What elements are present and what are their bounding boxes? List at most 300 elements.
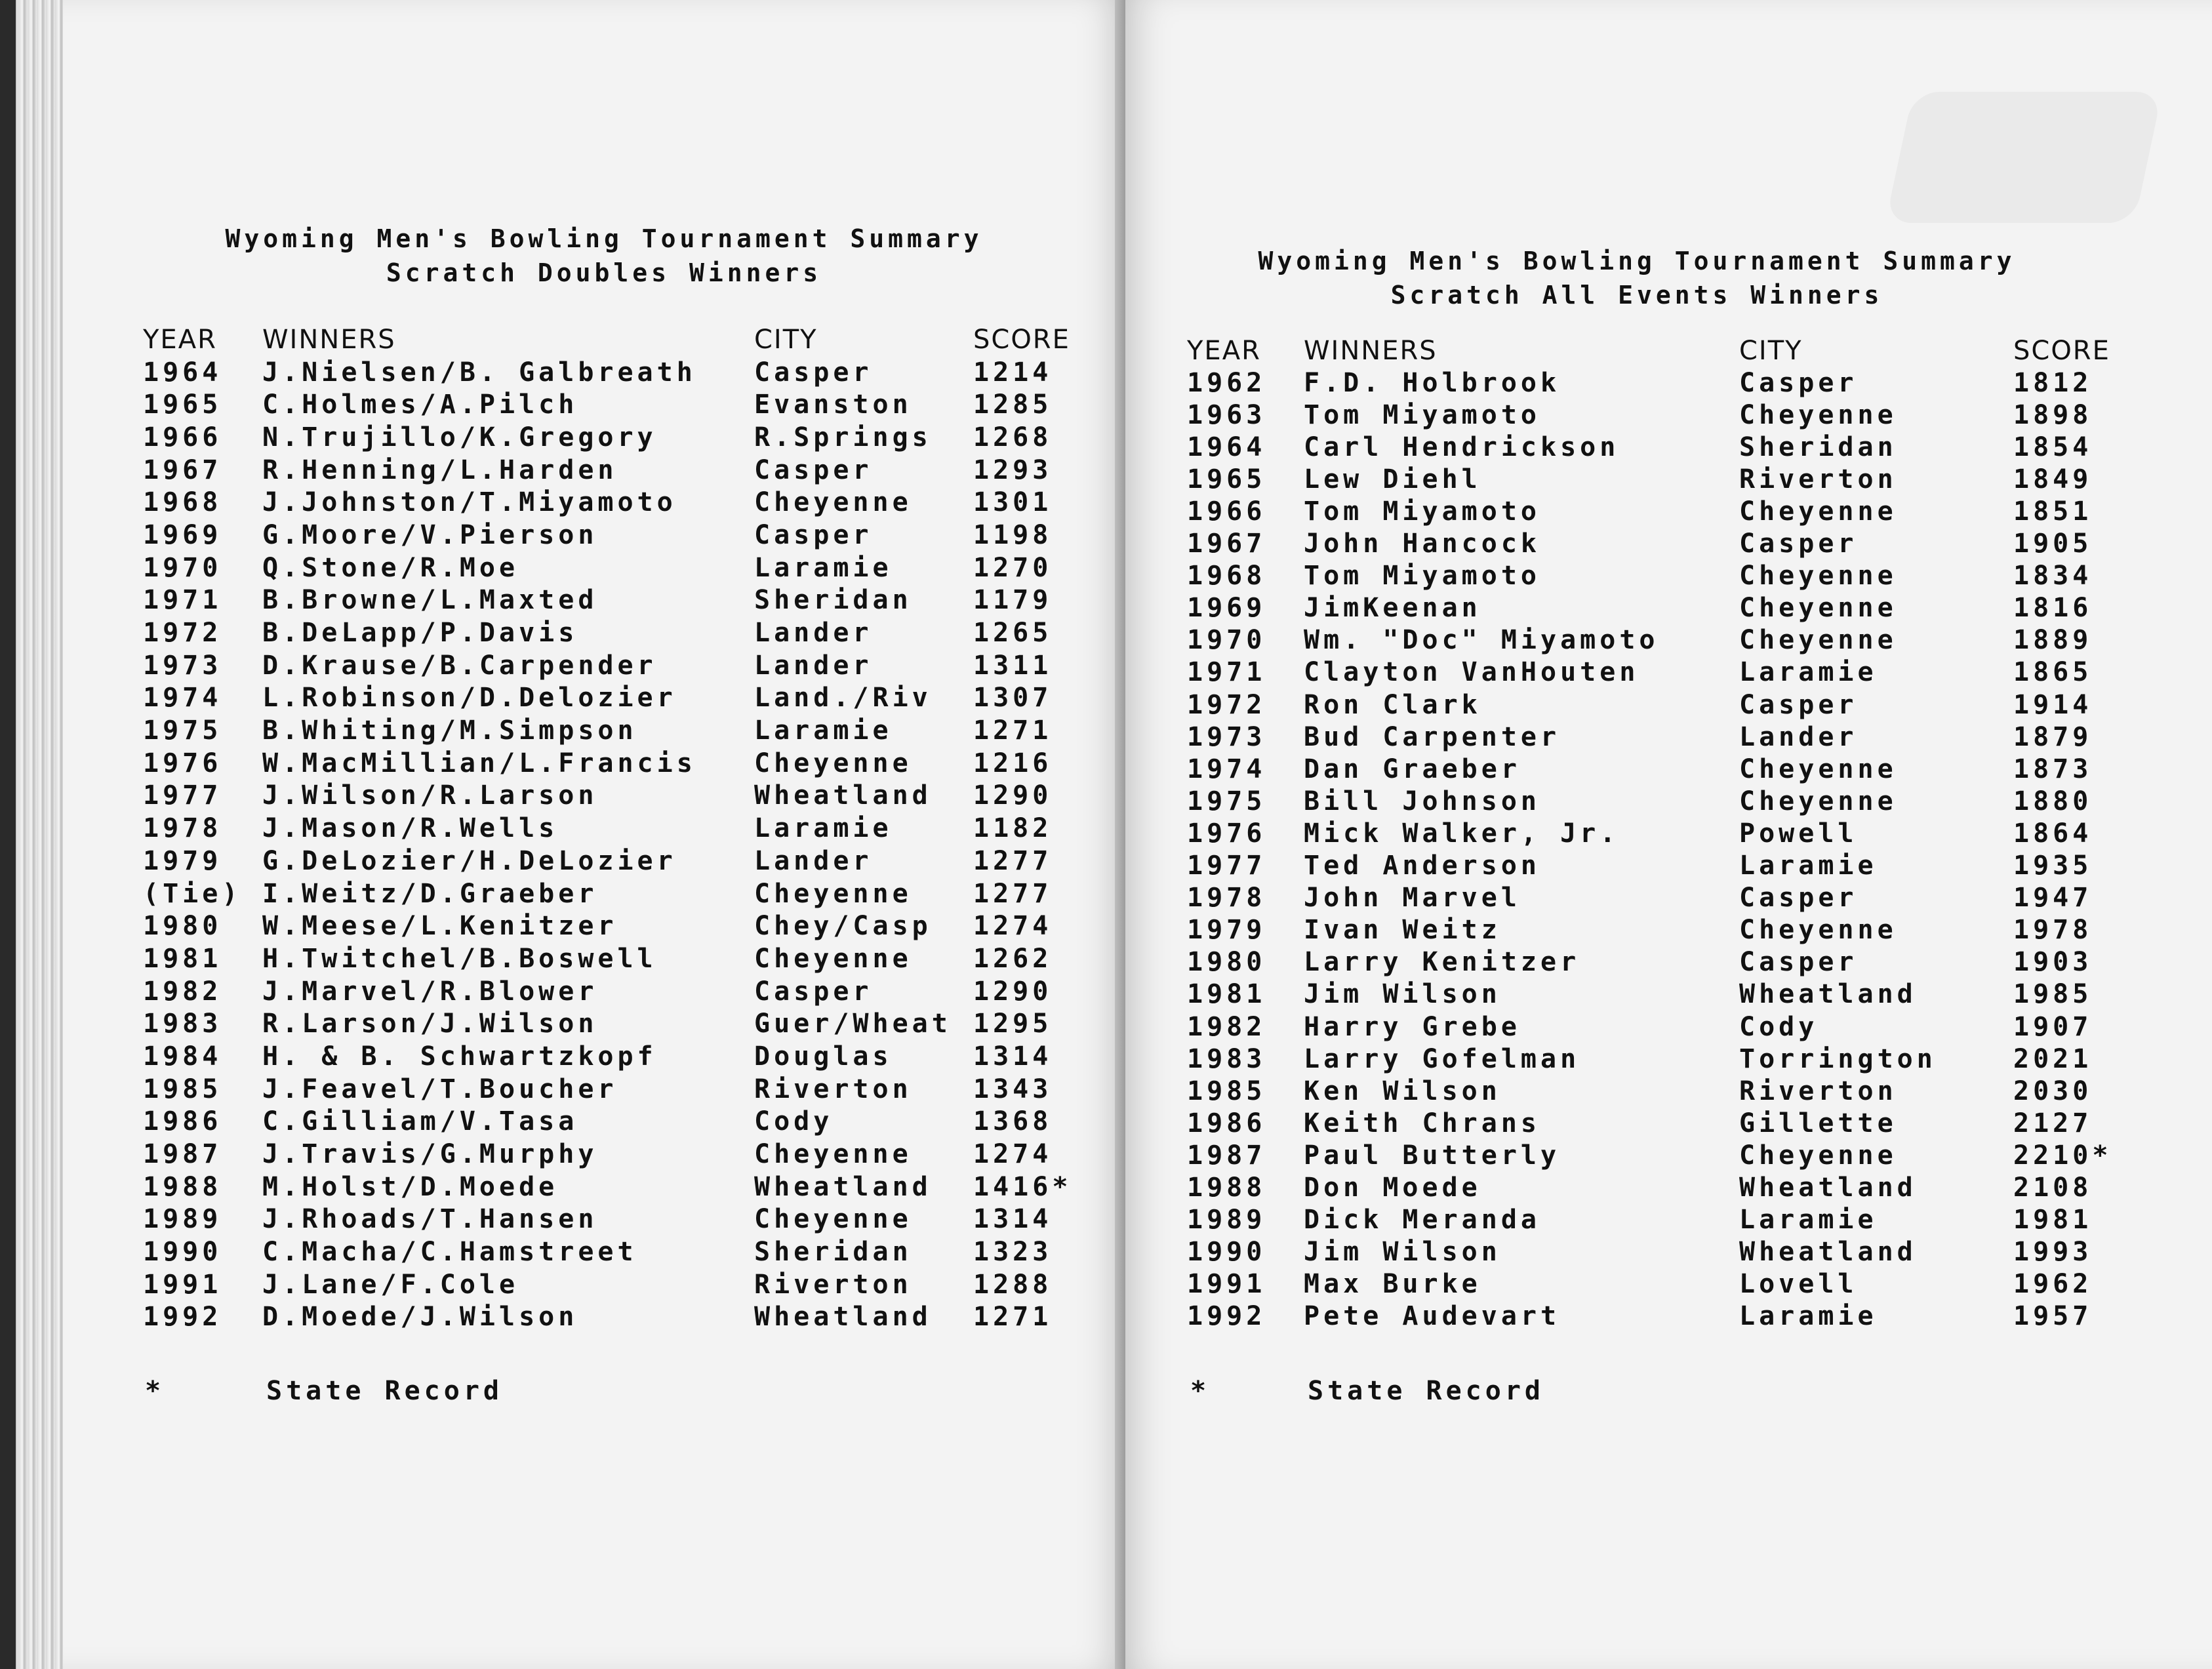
year-cell: 1977 — [143, 780, 222, 811]
city-cell: Cheyenne — [1739, 561, 1897, 592]
year-cell: 1990 — [143, 1237, 222, 1268]
table-row — [1187, 882, 2118, 914]
city-cell: Casper — [754, 357, 873, 388]
year-cell: 1971 — [143, 585, 222, 616]
year-cell: 1970 — [143, 552, 222, 583]
year-cell: 1969 — [143, 519, 222, 550]
city-cell: Wheatland — [754, 780, 932, 811]
city-cell: Guer/Wheat — [754, 1009, 952, 1039]
winners-cell: J.Rhoads/T.Hansen — [262, 1204, 598, 1235]
winners-cell: Pete Audevart — [1304, 1301, 1561, 1332]
table-row — [1187, 689, 2118, 721]
year-cell: 1982 — [143, 976, 222, 1007]
winners-cell: B.DeLapp/P.Davis — [262, 618, 578, 649]
city-cell: Cheyenne — [754, 943, 912, 974]
table-row — [143, 1171, 1072, 1203]
score-cell: 1864 — [2013, 818, 2093, 849]
table-row — [143, 747, 1072, 780]
table-row — [143, 649, 1072, 682]
city-cell: Lander — [1739, 721, 1858, 752]
city-cell: Laramie — [754, 715, 893, 746]
score-cell: 1993 — [2013, 1237, 2093, 1268]
city-cell: Cheyenne — [754, 1204, 912, 1235]
year-cell: 1987 — [1187, 1140, 1266, 1171]
score-cell: 1262 — [973, 943, 1053, 974]
city-cell: Wheatland — [754, 1171, 932, 1202]
year-cell: 1981 — [1187, 979, 1266, 1010]
score-cell: 1290 — [973, 780, 1053, 811]
score-cell: 1879 — [2013, 721, 2093, 752]
city-cell: Cheyenne — [754, 878, 912, 909]
winners-cell: Larry Kenitzer — [1304, 947, 1580, 978]
table-row — [143, 584, 1072, 617]
city-cell: Wheatland — [754, 1302, 932, 1333]
winners-cell: Ted Anderson — [1304, 851, 1540, 881]
table-row — [143, 812, 1072, 845]
city-cell: Cheyenne — [1739, 786, 1897, 816]
winners-cell: G.DeLozier/H.DeLozier — [262, 845, 677, 876]
year-cell: 1976 — [1187, 818, 1266, 849]
table-row — [1187, 560, 2118, 592]
score-cell: 1903 — [2013, 947, 2093, 978]
footnote-symbol: * — [1190, 1376, 1211, 1406]
city-cell: Riverton — [1739, 464, 1897, 494]
year-cell: 1976 — [143, 748, 222, 778]
table-row — [143, 1236, 1072, 1268]
winners-cell: G.Moore/V.Pierson — [262, 519, 598, 550]
winners-cell: W.MacMillian/L.Francis — [262, 748, 696, 778]
winners-cell: Dan Graeber — [1304, 754, 1521, 784]
table-row — [1187, 463, 2118, 495]
score-cell: 1947 — [2013, 883, 2093, 914]
table-row — [143, 1007, 1072, 1040]
winners-cell: F.D. Holbrook — [1304, 367, 1561, 398]
winners-cell: R.Henning/L.Harden — [262, 454, 618, 485]
table-row — [143, 975, 1072, 1008]
score-cell: 1816 — [2013, 593, 2093, 624]
winners-cell: D.Moede/J.Wilson — [262, 1302, 578, 1333]
table-row — [143, 1040, 1072, 1073]
score-cell: 1978 — [2013, 915, 2093, 946]
city-cell: Cody — [1739, 1011, 1819, 1042]
doubles-table-body — [143, 356, 1072, 1334]
score-cell: 2030 — [2013, 1076, 2093, 1106]
city-cell: Evanston — [754, 390, 912, 420]
table-row — [143, 486, 1072, 519]
winners-cell: H.Twitchel/B.Boswell — [262, 943, 657, 974]
table-row — [1187, 431, 2118, 463]
score-cell: 2021 — [2013, 1043, 2093, 1074]
score-cell: 1935 — [2013, 851, 2093, 881]
year-cell: 1965 — [1187, 464, 1266, 494]
city-cell: Laramie — [1739, 1205, 1878, 1236]
table-row — [143, 421, 1072, 454]
winners-cell: B.Browne/L.Maxted — [262, 585, 598, 616]
winners-cell: Carl Hendrickson — [1304, 432, 1620, 462]
winners-cell: Paul Butterly — [1304, 1140, 1561, 1171]
header-winners: WINNERS — [1304, 335, 1438, 366]
city-cell: Lander — [754, 845, 873, 876]
winners-cell: W.Meese/L.Kenitzer — [262, 911, 618, 942]
score-cell: 1914 — [2013, 689, 2093, 720]
winners-cell: Jim Wilson — [1304, 1237, 1501, 1268]
table-row — [1187, 914, 2118, 946]
score-cell: 1216 — [973, 748, 1053, 778]
table-row — [1187, 753, 2118, 785]
year-cell: 1991 — [1187, 1269, 1266, 1300]
table-row — [143, 714, 1072, 747]
right-title-line1: Wyoming Men's Bowling Tournament Summary — [1258, 247, 2016, 275]
table-row — [1187, 592, 2118, 624]
winners-cell: J.Wilson/R.Larson — [262, 780, 598, 811]
score-cell: 1905 — [2013, 529, 2093, 559]
doubles-winners-table — [143, 323, 1072, 1333]
year-cell: 1975 — [143, 715, 222, 746]
winners-cell: Don Moede — [1304, 1172, 1481, 1203]
table-row — [143, 388, 1072, 421]
score-cell: 1293 — [973, 454, 1053, 485]
city-cell: Wheatland — [1739, 1237, 1917, 1268]
score-cell: 1314 — [973, 1041, 1053, 1072]
winners-cell: H. & B. Schwartzkopf — [262, 1041, 657, 1072]
city-cell: Douglas — [754, 1041, 893, 1072]
score-cell: 2108 — [2013, 1172, 2093, 1203]
table-row — [1187, 1043, 2118, 1075]
score-cell: 1182 — [973, 813, 1053, 844]
city-cell: Cheyenne — [1739, 915, 1897, 946]
score-cell: 1323 — [973, 1237, 1053, 1268]
winners-cell: Clayton VanHouten — [1304, 657, 1639, 688]
city-cell: Cheyenne — [754, 1139, 912, 1170]
city-cell: Casper — [1739, 367, 1858, 398]
score-cell: 1962 — [2013, 1269, 2093, 1300]
score-cell: 1290 — [973, 976, 1053, 1007]
header-winners: WINNERS — [262, 324, 396, 355]
city-cell: Casper — [1739, 689, 1858, 720]
winners-cell: I.Weitz/D.Graeber — [262, 878, 598, 909]
score-cell: 1834 — [2013, 561, 2093, 592]
header-city: CITY — [1739, 335, 1803, 366]
winners-cell: JimKeenan — [1304, 593, 1481, 624]
score-cell: 1368 — [973, 1106, 1053, 1137]
table-row — [1187, 1107, 2118, 1139]
score-cell: 1271 — [973, 1302, 1053, 1333]
winners-cell: John Marvel — [1304, 883, 1521, 914]
header-year: YEAR — [143, 324, 217, 355]
city-cell: Riverton — [754, 1074, 912, 1104]
left-title-line1: Wyoming Men's Bowling Tournament Summary — [225, 224, 983, 253]
table-row — [1187, 978, 2118, 1011]
table-row — [1187, 850, 2118, 882]
city-cell: Laramie — [1739, 1301, 1878, 1332]
year-cell: 1980 — [143, 911, 222, 942]
score-cell: 1812 — [2013, 367, 2093, 398]
city-cell: Laramie — [1739, 657, 1878, 688]
year-cell: 1977 — [1187, 851, 1266, 881]
table-row — [1187, 721, 2118, 753]
winners-cell: Q.Stone/R.Moe — [262, 552, 519, 583]
score-cell: 1214 — [973, 357, 1053, 388]
table-row — [1187, 624, 2118, 656]
winners-cell: J.Mason/R.Wells — [262, 813, 559, 844]
score-cell: 1889 — [2013, 625, 2093, 656]
winners-cell: Dick Meranda — [1304, 1205, 1540, 1236]
city-cell: Cheyenne — [754, 748, 912, 778]
winners-cell: J.Feavel/T.Boucher — [262, 1074, 618, 1104]
winners-cell: J.Nielsen/B. Galbreath — [262, 357, 696, 388]
winners-cell: N.Trujillo/K.Gregory — [262, 422, 657, 452]
year-cell: 1988 — [143, 1171, 222, 1202]
all-events-winners-table — [1187, 334, 2118, 1333]
year-cell: 1986 — [143, 1106, 222, 1137]
score-cell: 1271 — [973, 715, 1053, 746]
year-cell: 1964 — [143, 357, 222, 388]
city-cell: Casper — [1739, 883, 1858, 914]
winners-cell: C.Gilliam/V.Tasa — [262, 1106, 578, 1137]
left-title-line2: Scratch Doubles Winners — [386, 258, 822, 287]
header-city: CITY — [754, 324, 818, 355]
right-page — [1125, 0, 2212, 1669]
right-page-heading — [1217, 244, 2057, 312]
table-row — [143, 877, 1072, 910]
year-cell: 1967 — [143, 454, 222, 485]
year-cell: 1981 — [143, 943, 222, 974]
year-cell: 1989 — [143, 1204, 222, 1235]
winners-cell: Keith Chrans — [1304, 1108, 1540, 1138]
table-row — [143, 1106, 1072, 1138]
winners-cell: J.Johnston/T.Miyamoto — [262, 487, 677, 518]
city-cell: Powell — [1739, 818, 1858, 849]
year-cell: 1962 — [1187, 367, 1266, 398]
score-cell: 1295 — [973, 1009, 1053, 1039]
city-cell: Riverton — [754, 1269, 912, 1300]
score-cell: 1854 — [2013, 432, 2093, 462]
table-row — [1187, 1204, 2118, 1236]
left-page — [63, 0, 1125, 1669]
score-cell: 1277 — [973, 845, 1053, 876]
winners-cell: Max Burke — [1304, 1269, 1481, 1300]
table-row — [1187, 1236, 2118, 1268]
city-cell: Cheyenne — [1739, 625, 1897, 656]
winners-cell: C.Macha/C.Hamstreet — [262, 1237, 637, 1268]
year-cell: 1990 — [1187, 1237, 1266, 1268]
year-cell: 1968 — [1187, 561, 1266, 592]
winners-cell: Ron Clark — [1304, 689, 1481, 720]
table-row — [143, 616, 1072, 649]
year-cell: 1972 — [1187, 689, 1266, 720]
right-title-line2: Scratch All Events Winners — [1390, 281, 1883, 310]
city-cell: Laramie — [754, 813, 893, 844]
year-cell: 1979 — [1187, 915, 1266, 946]
city-cell: Riverton — [1739, 1076, 1897, 1106]
winners-cell: D.Krause/B.Carpender — [262, 650, 657, 681]
score-cell: 1416* — [973, 1171, 1072, 1202]
year-cell: 1985 — [1187, 1076, 1266, 1106]
winners-cell: Jim Wilson — [1304, 979, 1501, 1010]
table-row — [143, 942, 1072, 975]
city-cell: Cheyenne — [1739, 399, 1897, 430]
city-cell: Casper — [754, 976, 873, 1007]
city-cell: Cody — [754, 1106, 834, 1137]
score-cell: 2127 — [2013, 1108, 2093, 1138]
year-cell: 1986 — [1187, 1108, 1266, 1138]
score-cell: 1268 — [973, 422, 1053, 452]
table-row — [143, 454, 1072, 487]
year-cell: 1973 — [143, 650, 222, 681]
score-cell: 1981 — [2013, 1205, 2093, 1236]
year-cell: 1980 — [1187, 947, 1266, 978]
city-cell: Torrington — [1739, 1043, 1937, 1074]
winners-cell: Harry Grebe — [1304, 1011, 1521, 1042]
year-cell: 1974 — [143, 683, 222, 714]
header-year: YEAR — [1187, 335, 1261, 366]
winners-cell: Bill Johnson — [1304, 786, 1540, 816]
city-cell: R.Springs — [754, 422, 932, 452]
table-row — [143, 356, 1072, 389]
winners-cell: Wm. "Doc" Miyamoto — [1304, 625, 1659, 656]
table-row — [1187, 1075, 2118, 1107]
table-header-row — [143, 323, 1072, 356]
year-cell: 1989 — [1187, 1205, 1266, 1236]
year-cell: 1984 — [143, 1041, 222, 1072]
city-cell: Lovell — [1739, 1269, 1858, 1300]
winners-cell: Ivan Weitz — [1304, 915, 1501, 946]
score-cell: 1198 — [973, 519, 1053, 550]
table-row — [143, 682, 1072, 715]
city-cell: Laramie — [1739, 851, 1878, 881]
score-cell: 1288 — [973, 1269, 1053, 1300]
year-cell: 1964 — [1187, 432, 1266, 462]
table-row — [1187, 1011, 2118, 1043]
score-cell: 1851 — [2013, 496, 2093, 527]
table-row — [143, 845, 1072, 877]
year-cell: 1963 — [1187, 399, 1266, 430]
header-score: SCORE — [2013, 335, 2110, 366]
city-cell: Lander — [754, 650, 873, 681]
year-cell: 1973 — [1187, 721, 1266, 752]
city-cell: Chey/Casp — [754, 911, 932, 942]
score-cell: 1849 — [2013, 464, 2093, 494]
winners-cell: Ken Wilson — [1304, 1076, 1501, 1106]
year-cell: 1983 — [1187, 1043, 1266, 1074]
table-row — [143, 519, 1072, 552]
table-row — [1187, 495, 2118, 527]
score-cell: 1274 — [973, 911, 1053, 942]
city-cell: Land./Riv — [754, 683, 932, 714]
city-cell: Lander — [754, 618, 873, 649]
city-cell: Cheyenne — [1739, 754, 1897, 784]
table-row — [143, 1138, 1072, 1171]
score-cell: 1179 — [973, 585, 1053, 616]
score-cell: 1865 — [2013, 657, 2093, 688]
winners-cell: B.Whiting/M.Simpson — [262, 715, 637, 746]
table-row — [143, 552, 1072, 584]
table-row — [1187, 399, 2118, 431]
winners-cell: L.Robinson/D.Delozier — [262, 683, 677, 714]
year-cell: 1983 — [143, 1009, 222, 1039]
table-row — [143, 1268, 1072, 1301]
table-row — [1187, 817, 2118, 849]
book-cover-edge — [0, 0, 16, 1669]
bleed-through-mark — [1885, 92, 2163, 223]
year-cell: 1972 — [143, 618, 222, 649]
winners-cell: Lew Diehl — [1304, 464, 1481, 494]
year-cell: 1968 — [143, 487, 222, 518]
table-row — [1187, 946, 2118, 978]
table-row — [143, 1203, 1072, 1236]
year-cell: (Tie) — [143, 878, 242, 909]
year-cell: 1978 — [143, 813, 222, 844]
winners-cell: John Hancock — [1304, 529, 1540, 559]
table-row — [1187, 1171, 2118, 1203]
city-cell: Cheyenne — [1739, 1140, 1897, 1171]
table-row — [1187, 1139, 2118, 1171]
score-cell: 1285 — [973, 390, 1053, 420]
score-cell: 2210* — [2013, 1140, 2112, 1171]
city-cell: Wheatland — [1739, 1172, 1917, 1203]
winners-cell: Tom Miyamoto — [1304, 561, 1540, 592]
city-cell: Cheyenne — [754, 487, 912, 518]
table-row — [143, 1301, 1072, 1334]
score-cell: 1873 — [2013, 754, 2093, 784]
winners-cell: R.Larson/J.Wilson — [262, 1009, 598, 1039]
score-cell: 1265 — [973, 618, 1053, 649]
year-cell: 1991 — [143, 1269, 222, 1300]
score-cell: 1301 — [973, 487, 1053, 518]
score-cell: 1311 — [973, 650, 1053, 681]
year-cell: 1992 — [1187, 1301, 1266, 1332]
city-cell: Cheyenne — [1739, 496, 1897, 527]
table-row — [143, 910, 1072, 942]
score-cell: 1277 — [973, 878, 1053, 909]
winners-cell: Mick Walker, Jr. — [1304, 818, 1620, 849]
city-cell: Sheridan — [1739, 432, 1897, 462]
year-cell: 1985 — [143, 1074, 222, 1104]
score-cell: 1314 — [973, 1204, 1053, 1235]
city-cell: Casper — [1739, 529, 1858, 559]
score-cell: 1957 — [2013, 1301, 2093, 1332]
score-cell: 1898 — [2013, 399, 2093, 430]
footnote-text: State Record — [1308, 1376, 1544, 1406]
all-events-table-body — [1187, 367, 2118, 1333]
year-cell: 1969 — [1187, 593, 1266, 624]
city-cell: Casper — [1739, 947, 1858, 978]
score-cell: 1270 — [973, 552, 1053, 583]
table-header-row — [1187, 334, 2118, 367]
year-cell: 1978 — [1187, 883, 1266, 914]
year-cell: 1970 — [1187, 625, 1266, 656]
score-cell: 1880 — [2013, 786, 2093, 816]
score-cell: 1343 — [973, 1074, 1053, 1104]
table-row — [1187, 367, 2118, 399]
city-cell: Gillette — [1739, 1108, 1897, 1138]
city-cell: Cheyenne — [1739, 593, 1897, 624]
footnote-text: State Record — [266, 1376, 503, 1406]
left-page-heading — [194, 222, 1014, 290]
year-cell: 1987 — [143, 1139, 222, 1170]
table-row — [1187, 785, 2118, 817]
winners-cell: M.Holst/D.Moede — [262, 1171, 559, 1202]
table-row — [1187, 1300, 2118, 1333]
year-cell: 1982 — [1187, 1011, 1266, 1042]
city-cell: Casper — [754, 519, 873, 550]
header-score: SCORE — [973, 324, 1070, 355]
winners-cell: Tom Miyamoto — [1304, 496, 1540, 527]
year-cell: 1988 — [1187, 1172, 1266, 1203]
city-cell: Sheridan — [754, 585, 912, 616]
winners-cell: Larry Gofelman — [1304, 1043, 1580, 1074]
table-row — [1187, 1268, 2118, 1300]
